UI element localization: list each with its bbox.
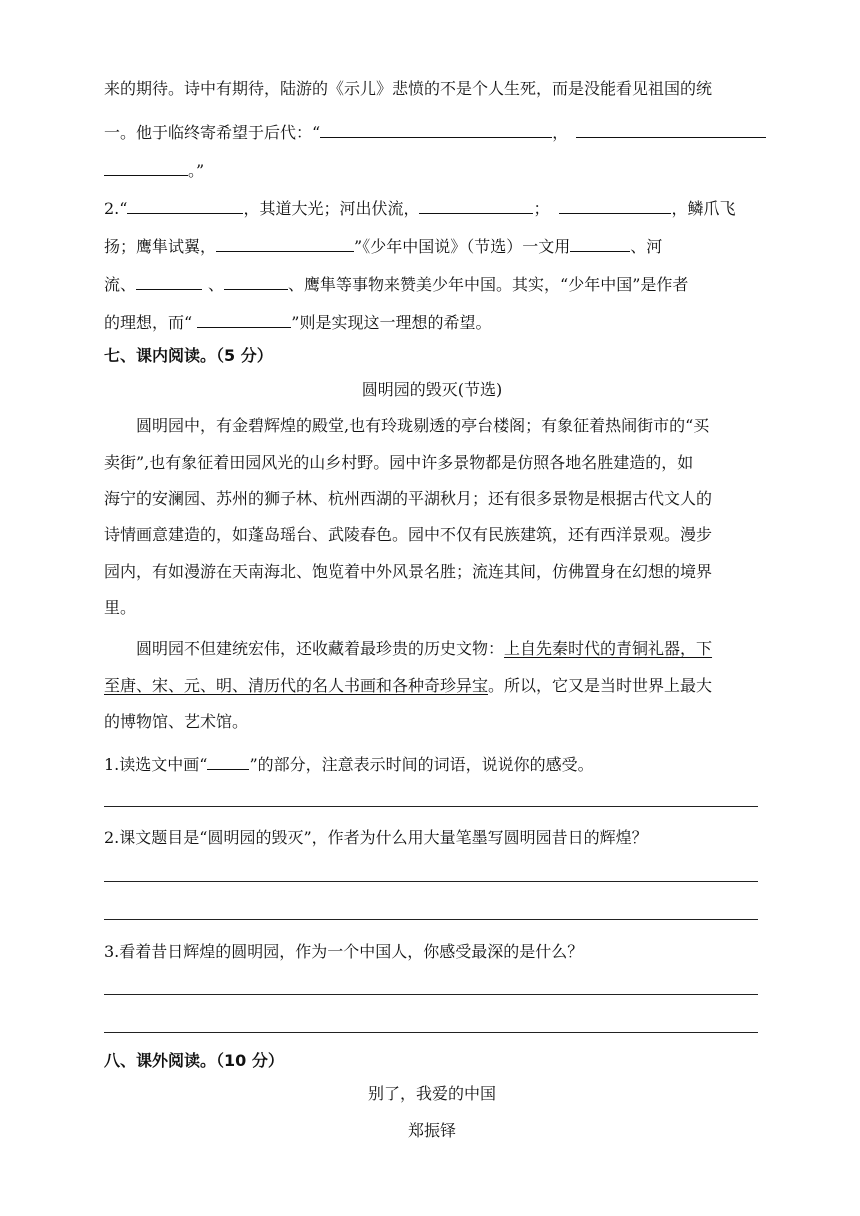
text-line — [104, 119, 760, 144]
text-line — [104, 78, 760, 100]
answer-blank[interactable] — [104, 157, 188, 176]
text-line — [104, 309, 760, 334]
answer-blank[interactable] — [127, 195, 243, 214]
text-line — [104, 233, 760, 258]
underlined-text: 上自先秦时代的青铜礼器，下 — [504, 639, 713, 658]
passage-line: 卖街”,也有象征着田园风光的山乡村野。园中许多景物都是仿照各地名胜建造的，如 — [104, 453, 694, 472]
passage-line — [104, 638, 760, 660]
answer-line[interactable] — [104, 919, 758, 920]
answer-blank[interactable] — [320, 119, 552, 138]
passage-title: 别了，我爱的中国 — [367, 1084, 496, 1103]
text: ”的部分，注意表示时间的词语，说说你的感受。 — [249, 755, 594, 774]
passage-line: 的博物馆、艺术馆。 — [104, 712, 249, 731]
text: 来的期待。诗中有期待，陆游的《示儿》悲愤的不是个人生死，而是没能看见祖国的统 — [104, 79, 713, 98]
passage-line: 海宁的安澜园、苏州的狮子林、杭州西湖的平湖秋月；还有很多景物是根据古代文人的 — [104, 489, 713, 508]
text: 流、 — [104, 275, 137, 294]
answer-blank[interactable] — [559, 195, 671, 214]
answer-blank[interactable] — [224, 271, 288, 290]
passage-title: 圆明园的毁灭(节选) — [361, 380, 503, 399]
text: 的理想，而“ — [104, 313, 198, 332]
text-line — [104, 195, 760, 220]
text-line — [104, 157, 760, 182]
answer-line[interactable] — [104, 994, 758, 995]
text: 、 — [208, 275, 225, 294]
text: 圆明园中，有金碧辉煌的殿堂,也有玲珑剔透的亭台楼阁；有象征着热闹街市的“买 — [136, 416, 710, 435]
question-1 — [104, 751, 760, 776]
text: ”则是实现这一理想的希望。 — [291, 313, 492, 332]
answer-line[interactable] — [104, 1032, 758, 1033]
text: 一。他于临终寄希望于后代：“ — [104, 123, 321, 142]
text: ，其道大光；河出伏流， — [243, 199, 420, 218]
text: 圆明园不但建统宏伟，还收藏着最珍贵的历史文物： — [136, 639, 505, 658]
passage-line: 诗情画意建造的，如蓬岛瑶台、武陵春色。园中不仅有民族建筑，还有西洋景观。漫步 — [104, 525, 713, 544]
answer-line[interactable] — [104, 806, 758, 807]
underlined-text: 至唐、宋、元、明、清历代的名人书画和各种奇珍异宝 — [104, 676, 489, 695]
section-heading: 八、课外阅读。（10 分） — [104, 1051, 284, 1070]
answer-blank[interactable] — [570, 233, 630, 252]
passage-line — [104, 675, 760, 697]
passage-line: 园内，有如漫游在天南海北、饱览着中外风景名胜；流连其间，仿佛置身在幻想的境界 — [104, 562, 713, 581]
text: 1.读选文中画“ — [104, 755, 208, 774]
passage-line: 里。 — [104, 598, 137, 617]
answer-blank[interactable] — [197, 309, 291, 328]
section-heading: 七、课内阅读。（5 分） — [104, 346, 273, 365]
text: 、河 — [630, 237, 663, 256]
text: ”《少年中国说》（节选）一文用 — [354, 237, 571, 256]
answer-blank[interactable] — [576, 119, 766, 138]
question-3: 3.看着昔日辉煌的圆明园，作为一个中国人，你感受最深的是什么？ — [104, 942, 584, 961]
passage-line — [104, 415, 760, 437]
text: 。” — [188, 161, 205, 180]
answer-blank[interactable] — [419, 195, 533, 214]
text: ； — [533, 199, 550, 218]
passage-author: 郑振铎 — [407, 1121, 456, 1140]
answer-blank[interactable] — [136, 271, 202, 290]
text: ， — [552, 123, 569, 142]
underline-mark — [207, 751, 249, 770]
text: 扬；鹰隼试翼， — [104, 237, 217, 256]
answer-line[interactable] — [104, 881, 758, 882]
question-2: 2.课文题目是“圆明园的毁灭”，作者为什么用大量笔墨写圆明园昔日的辉煌？ — [104, 828, 648, 847]
text: 。所以，它又是当时世界上最大 — [488, 676, 713, 695]
text: 、鹰隼等事物来赞美少年中国。其实，“少年中国”是作者 — [288, 275, 689, 294]
question-number: 2.“ — [104, 199, 128, 218]
answer-blank[interactable] — [216, 233, 354, 252]
text-line — [104, 271, 760, 296]
text: ，鳞爪飞 — [671, 199, 736, 218]
